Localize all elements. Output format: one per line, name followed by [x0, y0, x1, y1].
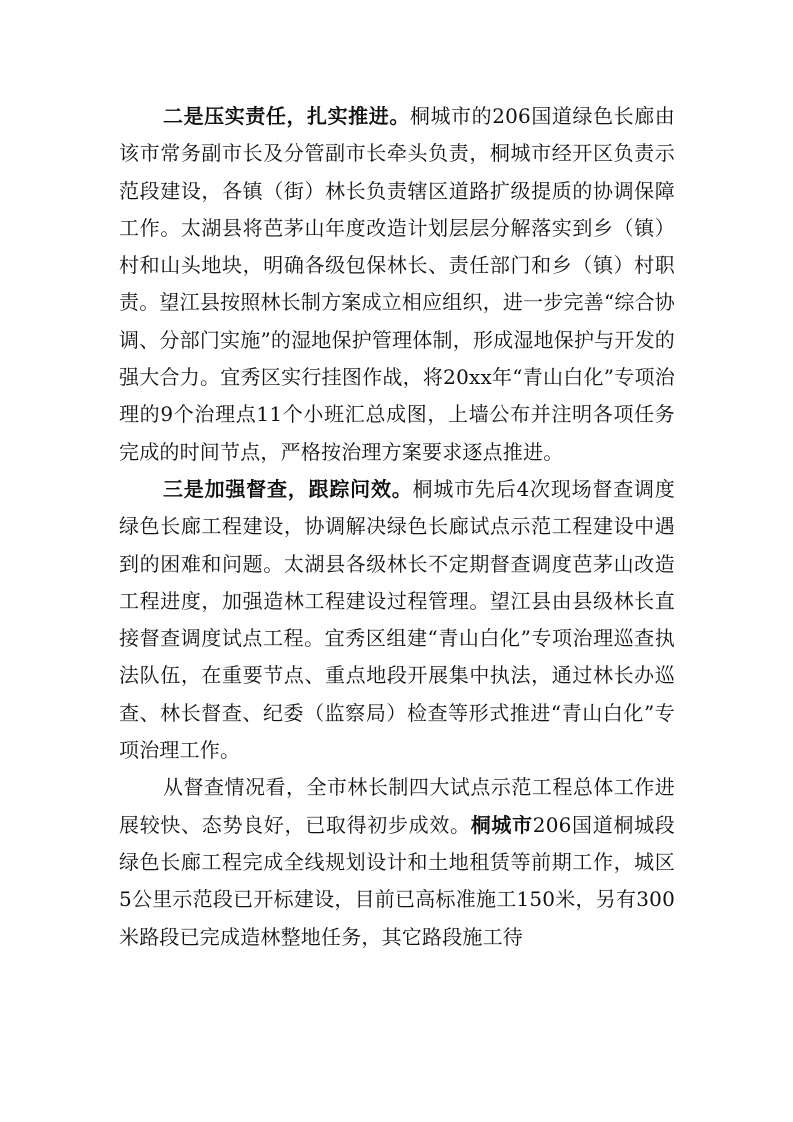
paragraph-responsibility	[119, 98, 675, 471]
paragraph-heading: 桐城市	[470, 812, 533, 837]
paragraph-progress	[119, 769, 675, 955]
paragraph-heading: 三是加强督查，跟踪问效。	[163, 476, 413, 501]
paragraph-heading: 二是压实责任，扎实推进。	[163, 104, 410, 128]
paragraph-text: 桐城市先后4次现场督查调度绿色长廊工程建设，协调解决绿色长廊试点示范工程建设中遇到的困难和问题。太湖县各级林长不定期督查调度芭茅山改造工程进度，加强造林工程建设过程管理。望江县由县级林长直接督查调度试点工程。宜秀区组建“青山白化”专项治理巡查执法队伍，在重要节点、重点地段开展集中执法，通过林长办巡查、林长督查、纪委（监察局）检查等形式推进“青山白化”专项治理工作。	[119, 476, 676, 763]
paragraph-text: 桐城市的206国道绿色长廊由该市常务副市长及分管副市长牵头负责，桐城市经开区负责示范段建设，各镇（街）林长负责辖区道路扩级提质的协调保障工作。太湖县将芭茅山年度改造计划层层分解落实到乡（镇）村和山头地块，明确各级包保林长、责任部门和乡（镇）村职责。望江县按照林长制方案成立相应组织，进一步完善“综合协调、分部门实施”的湿地保护管理体制，形成湿地保护与开发的强大合力。宜秀区实行挂图作战，将20xx年“青山白化”专项治理的9个治理点11个小班汇总成图，上墙公布并注明各项任务完成的时间节点，严格按治理方案要求逐点推进。	[119, 104, 675, 464]
document-body	[119, 98, 675, 956]
paragraph-text: 206国道桐城段绿色长廊工程完成全线规划设计和土地租赁等前期工作，城区5公里示范段已开标建设，目前已高标准施工150米，另有300米路段已完成造林整地任务，其它路段施工待	[119, 812, 675, 949]
paragraph-supervision	[119, 471, 675, 769]
paragraph-intro: 从督查情况看，全市林长制四大试点示范工程总体工作进展较快、态势良好，已取得初步成效。	[119, 775, 675, 837]
